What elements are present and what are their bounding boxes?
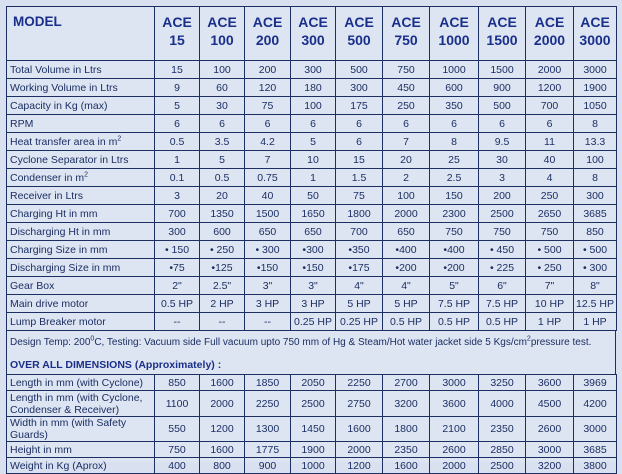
- model-size: 500: [347, 32, 371, 48]
- spec-cell: 0.5 HP: [479, 313, 526, 331]
- dimension-row: [7, 391, 617, 417]
- spec-cell: 600: [200, 223, 245, 241]
- spec-cell: 100: [574, 151, 617, 169]
- spec-row: [7, 223, 617, 241]
- dimension-row: [7, 442, 617, 458]
- spec-cell: 20: [383, 151, 430, 169]
- spec-cell: 1800: [336, 205, 383, 223]
- spec-cell: 350: [430, 97, 479, 115]
- spec-cell: 5: [291, 133, 336, 151]
- model-column-header: [245, 7, 291, 61]
- spec-cell: 7.5 HP: [479, 295, 526, 313]
- dimension-cell: 3000: [526, 442, 574, 458]
- spec-cell: 3 HP: [245, 295, 291, 313]
- specification-table: [6, 6, 617, 331]
- spec-cell: 1900: [574, 79, 617, 97]
- spec-row: [7, 151, 617, 169]
- dimension-cell: 2250: [336, 375, 383, 391]
- spec-cell: 500: [336, 61, 383, 79]
- spec-cell: 2": [155, 277, 200, 295]
- spec-cell: 180: [291, 79, 336, 97]
- spec-sheet: [6, 6, 616, 472]
- spec-cell: • 150: [155, 241, 200, 259]
- spec-cell: 750: [526, 223, 574, 241]
- spec-cell: 200: [245, 61, 291, 79]
- design-note-text: Design Temp: 200: [10, 337, 91, 348]
- spec-cell: 1350: [200, 205, 245, 223]
- spec-label-text: Capacity in Kg (max): [10, 99, 108, 112]
- spec-cell: 13.3: [574, 133, 617, 151]
- spec-row-label: [7, 277, 155, 295]
- dimension-cell: 400: [155, 458, 200, 474]
- model-header-row: [7, 7, 617, 61]
- spec-label-text: Cyclone Separator in Ltrs: [10, 153, 129, 166]
- model-size: 750: [394, 32, 418, 48]
- spec-row: [7, 169, 617, 187]
- spec-row-label: [7, 115, 155, 133]
- spec-cell: •300: [291, 241, 336, 259]
- spec-cell: 2.5": [200, 277, 245, 295]
- spec-cell: 200: [479, 187, 526, 205]
- spec-cell: 7: [383, 133, 430, 151]
- spec-cell: 650: [245, 223, 291, 241]
- spec-cell: 3": [245, 277, 291, 295]
- dimension-cell: 2000: [200, 391, 245, 417]
- dimension-cell: 4200: [574, 391, 617, 417]
- spec-cell: 9: [155, 79, 200, 97]
- spec-cell: 1: [155, 151, 200, 169]
- spec-label-text: Charging Ht in mm: [10, 207, 98, 220]
- model-column-header: [155, 7, 200, 61]
- spec-row: [7, 115, 617, 133]
- dimension-cell: 3250: [479, 375, 526, 391]
- spec-cell: 0.75: [245, 169, 291, 187]
- dimension-cell: 1200: [336, 458, 383, 474]
- spec-cell: 4.2: [245, 133, 291, 151]
- spec-row: [7, 79, 617, 97]
- spec-cell: 1.5: [336, 169, 383, 187]
- spec-cell: 2000: [383, 205, 430, 223]
- spec-cell: 700: [336, 223, 383, 241]
- spec-cell: 1650: [291, 205, 336, 223]
- spec-row-label: [7, 223, 155, 241]
- dimension-cell: 1600: [383, 458, 430, 474]
- spec-cell: 2 HP: [200, 295, 245, 313]
- spec-cell: 8: [574, 115, 617, 133]
- spec-cell: 75: [245, 97, 291, 115]
- spec-cell: 4: [526, 169, 574, 187]
- spec-cell: 30: [200, 97, 245, 115]
- model-column-header: [200, 7, 245, 61]
- dimension-cell: 2500: [479, 458, 526, 474]
- spec-cell: •175: [336, 259, 383, 277]
- dimension-cell: 1600: [200, 442, 245, 458]
- dimension-cell: 800: [200, 458, 245, 474]
- spec-cell: 1000: [430, 61, 479, 79]
- spec-cell: 300: [336, 79, 383, 97]
- spec-cell: 6: [336, 133, 383, 151]
- spec-label-text: Gear Box: [10, 279, 55, 292]
- model-brand: ACE: [534, 14, 565, 30]
- spec-cell: 1200: [526, 79, 574, 97]
- model-size: 1000: [438, 32, 470, 48]
- spec-cell: 6: [245, 115, 291, 133]
- spec-label-text: Charging Size in mm: [10, 243, 108, 256]
- spec-cell: 5 HP: [336, 295, 383, 313]
- spec-cell: 6: [479, 115, 526, 133]
- spec-cell: 2000: [526, 61, 574, 79]
- dimension-cell: 2750: [336, 391, 383, 417]
- spec-label-text: Total Volume in Ltrs: [10, 63, 102, 76]
- dimension-cell: 1200: [200, 417, 245, 442]
- dimension-cell: 3000: [574, 417, 617, 442]
- spec-cell: •150: [291, 259, 336, 277]
- model-size: 200: [255, 32, 280, 48]
- dimension-cell: 900: [245, 458, 291, 474]
- spec-cell: 300: [291, 61, 336, 79]
- dimension-cell: 850: [155, 375, 200, 391]
- spec-cell: 0.5: [200, 169, 245, 187]
- squared-superscript: 2: [526, 335, 531, 343]
- spec-cell: 5 HP: [383, 295, 430, 313]
- model-brand: ACE: [252, 14, 283, 30]
- model-size: 2000: [533, 32, 566, 48]
- spec-cell: 700: [155, 205, 200, 223]
- spec-cell: 15: [155, 61, 200, 79]
- spec-cell: 2300: [430, 205, 479, 223]
- spec-cell: 20: [200, 187, 245, 205]
- dimension-cell: 1300: [245, 417, 291, 442]
- spec-cell: 12.5 HP: [574, 295, 617, 313]
- dimension-cell: 750: [155, 442, 200, 458]
- spec-cell: • 450: [479, 241, 526, 259]
- spec-row: [7, 313, 617, 331]
- dimension-cell: 3800: [574, 458, 617, 474]
- model-column-header: [383, 7, 430, 61]
- spec-row: [7, 295, 617, 313]
- unit-superscript: 2: [117, 135, 122, 142]
- spec-cell: 40: [526, 151, 574, 169]
- dimension-cell: 2350: [479, 417, 526, 442]
- spec-cell: 15: [336, 151, 383, 169]
- spec-cell: •200: [383, 259, 430, 277]
- spec-cell: 0.5 HP: [155, 295, 200, 313]
- model-size: 300: [301, 32, 325, 48]
- spec-row-label: [7, 169, 155, 187]
- spec-cell: 750: [430, 223, 479, 241]
- spec-row: [7, 241, 617, 259]
- dimension-cell: 4500: [526, 391, 574, 417]
- spec-cell: 50: [291, 187, 336, 205]
- spec-row: [7, 97, 617, 115]
- design-note-text: C, Testing: Vacuum side Full vacuum upto 750 mm of Hg & Steam/Hot water jacket side 5 Kgs/cm: [94, 337, 527, 348]
- spec-cell: 175: [336, 97, 383, 115]
- spec-cell: 9.5: [479, 133, 526, 151]
- dimension-cell: 2000: [430, 458, 479, 474]
- spec-cell: 30: [479, 151, 526, 169]
- spec-cell: 1 HP: [526, 313, 574, 331]
- spec-row: [7, 277, 617, 295]
- spec-cell: 450: [383, 79, 430, 97]
- spec-row-label: [7, 133, 155, 151]
- dimension-cell: 2600: [526, 417, 574, 442]
- model-size: 3000: [579, 32, 611, 48]
- spec-cell: 1500: [245, 205, 291, 223]
- spec-cell: 6": [479, 277, 526, 295]
- spec-cell: 750: [479, 223, 526, 241]
- spec-cell: 5: [200, 151, 245, 169]
- spec-row-label: [7, 151, 155, 169]
- spec-row-label: [7, 205, 155, 223]
- dimension-row-label: Length in mm (with Cyclone): [7, 375, 155, 391]
- model-brand: ACE: [439, 14, 469, 30]
- spec-cell: 250: [383, 97, 430, 115]
- spec-label-text: Working Volume in Ltrs: [10, 81, 118, 94]
- spec-cell: 5: [155, 97, 200, 115]
- model-column-header: [574, 7, 617, 61]
- spec-cell: •125: [200, 259, 245, 277]
- dimension-cell: 4000: [479, 391, 526, 417]
- spec-cell: • 225: [479, 259, 526, 277]
- spec-cell: 75: [336, 187, 383, 205]
- dimension-cell: 3969: [574, 375, 617, 391]
- spec-row-label: [7, 313, 155, 331]
- spec-row-label: [7, 259, 155, 277]
- spec-label-text: Heat transfer area in m: [10, 135, 118, 148]
- dimension-cell: 1850: [245, 375, 291, 391]
- spec-cell: 1 HP: [574, 313, 617, 331]
- dimension-cell: 1800: [383, 417, 430, 442]
- spec-cell: 6: [155, 115, 200, 133]
- spec-cell: 6: [526, 115, 574, 133]
- spec-cell: --: [245, 313, 291, 331]
- spec-cell: 8": [574, 277, 617, 295]
- spec-row: [7, 61, 617, 79]
- dimension-cell: 1450: [291, 417, 336, 442]
- spec-cell: • 250: [526, 259, 574, 277]
- spec-cell: 300: [574, 187, 617, 205]
- spec-cell: 5": [430, 277, 479, 295]
- spec-cell: 2650: [526, 205, 574, 223]
- spec-cell: 600: [430, 79, 479, 97]
- spec-row-label: [7, 61, 155, 79]
- spec-cell: 500: [479, 97, 526, 115]
- spec-cell: 40: [245, 187, 291, 205]
- dimension-cell: 2250: [245, 391, 291, 417]
- spec-cell: 6: [383, 115, 430, 133]
- dimension-row-label: Height in mm: [7, 442, 155, 458]
- spec-cell: 1: [291, 169, 336, 187]
- spec-cell: 150: [430, 187, 479, 205]
- spec-label-text: Condenser in m: [10, 171, 85, 184]
- spec-cell: 7": [526, 277, 574, 295]
- spec-cell: •350: [336, 241, 383, 259]
- dimension-cell: 3685: [574, 442, 617, 458]
- spec-cell: 700: [526, 97, 574, 115]
- dimensions-table: [6, 374, 617, 474]
- spec-label-text: Receiver in Ltrs: [10, 189, 83, 202]
- spec-cell: 3000: [574, 61, 617, 79]
- model-size: 100: [210, 32, 234, 48]
- dimension-cell: 2100: [430, 417, 479, 442]
- dimension-row-label: Weight in Kg (Aprox): [7, 458, 155, 474]
- spec-cell: 6: [430, 115, 479, 133]
- spec-cell: •200: [430, 259, 479, 277]
- dimension-cell: 3000: [430, 375, 479, 391]
- spec-cell: --: [155, 313, 200, 331]
- spec-row-label: [7, 79, 155, 97]
- spec-cell: 3 HP: [291, 295, 336, 313]
- spec-cell: 11: [526, 133, 574, 151]
- model-brand: ACE: [298, 14, 328, 30]
- spec-cell: 2: [383, 169, 430, 187]
- spec-cell: 1500: [479, 61, 526, 79]
- dimension-row: [7, 417, 617, 442]
- spec-cell: 120: [245, 79, 291, 97]
- dimension-cell: 2050: [291, 375, 336, 391]
- dimensions-heading: OVER ALL DIMENSIONS (Approximately) :: [6, 354, 616, 374]
- spec-row-label: [7, 241, 155, 259]
- model-brand: ACE: [391, 14, 421, 30]
- dimension-cell: 1600: [336, 417, 383, 442]
- spec-cell: 0.25 HP: [291, 313, 336, 331]
- spec-cell: 100: [291, 97, 336, 115]
- spec-cell: 650: [383, 223, 430, 241]
- degree-superscript: 0: [90, 335, 95, 343]
- spec-cell: •400: [430, 241, 479, 259]
- dimension-cell: 1600: [200, 375, 245, 391]
- spec-row: [7, 205, 617, 223]
- dimension-cell: 3600: [430, 391, 479, 417]
- spec-cell: 10 HP: [526, 295, 574, 313]
- model-brand: ACE: [344, 14, 374, 30]
- spec-cell: 4": [336, 277, 383, 295]
- spec-cell: 3: [155, 187, 200, 205]
- spec-cell: 900: [479, 79, 526, 97]
- spec-cell: 3": [291, 277, 336, 295]
- spec-row-label: [7, 187, 155, 205]
- model-column-header: [526, 7, 574, 61]
- design-note-text: pressure test.: [530, 337, 592, 348]
- spec-cell: 25: [430, 151, 479, 169]
- dimension-cell: 1775: [245, 442, 291, 458]
- spec-cell: 4": [383, 277, 430, 295]
- spec-cell: • 300: [245, 241, 291, 259]
- spec-cell: 850: [574, 223, 617, 241]
- spec-cell: • 250: [200, 241, 245, 259]
- spec-cell: 250: [526, 187, 574, 205]
- model-size: 1500: [486, 32, 518, 48]
- spec-label-text: Discharging Ht in mm: [10, 225, 111, 238]
- dimension-row-label: Width in mm (with Safety Guards): [7, 417, 155, 442]
- spec-cell: • 500: [526, 241, 574, 259]
- spec-cell: • 300: [574, 259, 617, 277]
- spec-cell: 0.1: [155, 169, 200, 187]
- spec-label-text: RPM: [10, 117, 34, 130]
- spec-row: [7, 133, 617, 151]
- spec-cell: --: [200, 313, 245, 331]
- dimension-cell: 3600: [526, 375, 574, 391]
- dimension-cell: 2500: [291, 391, 336, 417]
- dimension-cell: 3200: [526, 458, 574, 474]
- spec-cell: •400: [383, 241, 430, 259]
- dimension-cell: 2000: [336, 442, 383, 458]
- model-size: 15: [169, 32, 185, 48]
- model-column-header: [479, 7, 526, 61]
- dimension-row-label: Length in mm (with Cyclone, Condenser & Receiver): [7, 391, 155, 417]
- spec-cell: 300: [155, 223, 200, 241]
- dimension-cell: 1900: [291, 442, 336, 458]
- dimension-cell: 550: [155, 417, 200, 442]
- spec-label-text: Lump Breaker motor: [10, 315, 106, 328]
- spec-cell: 3: [479, 169, 526, 187]
- spec-cell: •150: [245, 259, 291, 277]
- dimension-cell: 1100: [155, 391, 200, 417]
- spec-cell: •75: [155, 259, 200, 277]
- unit-superscript: 2: [84, 171, 89, 178]
- spec-cell: 2.5: [430, 169, 479, 187]
- spec-cell: 8: [574, 169, 617, 187]
- spec-cell: 100: [200, 61, 245, 79]
- model-brand: ACE: [580, 14, 610, 30]
- spec-cell: 6: [291, 115, 336, 133]
- spec-row: [7, 259, 617, 277]
- spec-cell: 6: [200, 115, 245, 133]
- spec-cell: 8: [430, 133, 479, 151]
- dimension-cell: 2850: [479, 442, 526, 458]
- model-header: MODEL: [7, 7, 155, 61]
- model-brand: ACE: [207, 14, 237, 30]
- spec-cell: 10: [291, 151, 336, 169]
- spec-cell: 0.5 HP: [383, 313, 430, 331]
- spec-cell: 0.5 HP: [430, 313, 479, 331]
- dimension-cell: 2350: [383, 442, 430, 458]
- dimension-row: [7, 458, 617, 474]
- dimension-cell: 2700: [383, 375, 430, 391]
- spec-cell: 7.5 HP: [430, 295, 479, 313]
- model-brand: ACE: [162, 14, 192, 30]
- spec-row-label: [7, 97, 155, 115]
- dimension-cell: 3200: [383, 391, 430, 417]
- dimension-row: [7, 375, 617, 391]
- spec-cell: 60: [200, 79, 245, 97]
- dimension-cell: 1000: [291, 458, 336, 474]
- spec-cell: 0.25 HP: [336, 313, 383, 331]
- spec-row: [7, 187, 617, 205]
- spec-cell: 3685: [574, 205, 617, 223]
- spec-row-label: [7, 295, 155, 313]
- model-column-header: [291, 7, 336, 61]
- spec-cell: 100: [383, 187, 430, 205]
- spec-label-text: Main drive motor: [10, 297, 89, 310]
- dimension-cell: 2600: [430, 442, 479, 458]
- model-brand: ACE: [487, 14, 517, 30]
- spec-cell: 750: [383, 61, 430, 79]
- spec-cell: 650: [291, 223, 336, 241]
- spec-cell: 2500: [479, 205, 526, 223]
- spec-cell: 6: [336, 115, 383, 133]
- spec-cell: 3.5: [200, 133, 245, 151]
- spec-label-text: Discharging Size in mm: [10, 261, 121, 274]
- spec-cell: • 500: [574, 241, 617, 259]
- spec-cell: 0.5: [155, 133, 200, 151]
- spec-cell: 1050: [574, 97, 617, 115]
- model-column-header: [430, 7, 479, 61]
- model-column-header: [336, 7, 383, 61]
- design-note: [6, 331, 616, 354]
- spec-cell: 7: [245, 151, 291, 169]
